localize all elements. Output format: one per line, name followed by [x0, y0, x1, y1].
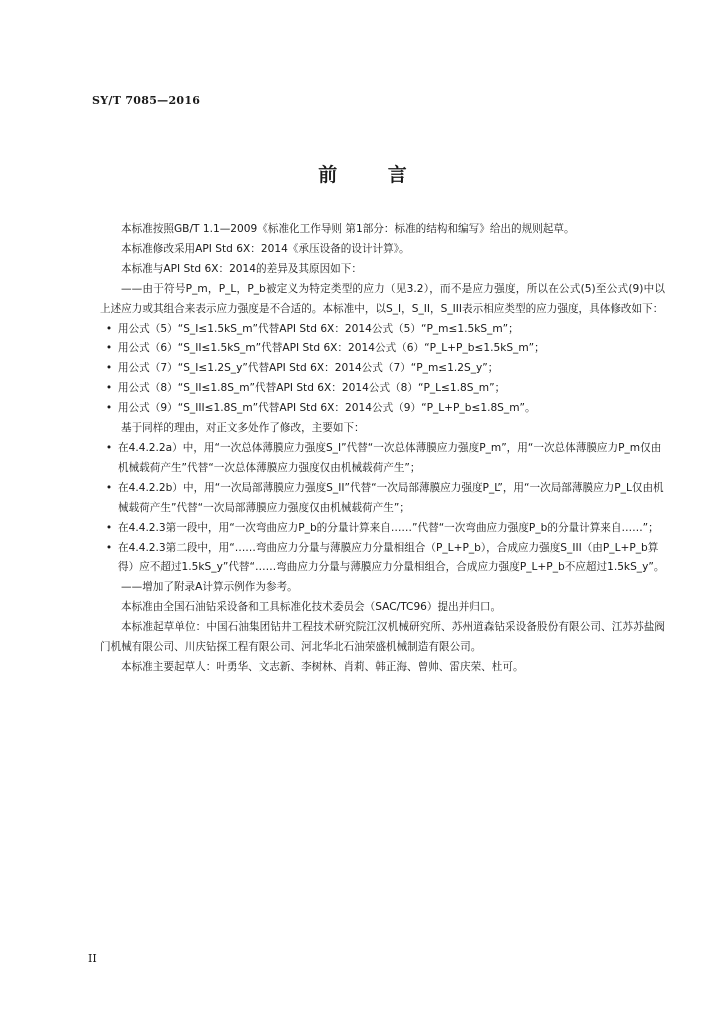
- paragraph-differences: 本标准与API Std 6X：2014的差异及其原因如下：: [121, 262, 362, 275]
- paragraph-drafting-rules: 本标准按照GB/T 1.1—2009《标准化工作导则 第1部分：标准的结构和编写》给出的规则起草。: [121, 223, 575, 235]
- page-number: II: [88, 952, 97, 965]
- list-item: • 在4.4.2.3第一段中，用“一次弯曲应力P_b的分量计算来自……”代替“一次弯曲应力强度P_b的分量计算来自……”；: [100, 519, 665, 539]
- bullet-icon: •: [105, 402, 113, 415]
- bullet-icon: •: [105, 541, 113, 554]
- paragraph-drafting-units: 本标准起草单位：中国石油集团钻井工程技术研究院江汉机械研究所、苏州道森钻采设备股份有限公司、江苏苏盐阀门机械有限公司、川庆钻探工程有限公司、河北华北石油荣盛机械制造有限公司。: [100, 621, 665, 654]
- paragraph-further-changes: 基于同样的理由，对正文多处作了修改，主要如下：: [121, 422, 365, 435]
- paragraph-symbol-reason: ——由于符号P_m，P_L，P_b被定义为特定类型的应力（见3.2），而不是应力强度，所以在公式(5)至公式(9)中以上述应力或其组合来表示应力强度是不合适的。本标准中，以S_I，S_II，S_III表示相应类型的应力强度，具体修改如下：: [100, 282, 665, 315]
- paragraph-adoption: 本标准修改采用API Std 6X：2014《承压设备的设计计算》。: [121, 242, 410, 255]
- bullet-icon: •: [105, 382, 113, 395]
- list-item: • 用公式（7）“S_I≤1.2S_y”代替API Std 6X：2014公式（7）“P_m≤1.2S_y”；: [100, 359, 665, 379]
- bullet-icon: •: [105, 521, 113, 534]
- list-item: • 在4.4.2.2b）中，用“一次局部薄膜应力强度S_II”代替“一次局部薄膜应力强度P_L”，用“一次局部薄膜应力P_L仅由机械载荷产生”代替“一次局部薄膜应力强度仅由机械载荷产生”；: [100, 479, 665, 519]
- list-item: • 用公式（8）“S_II≤1.8S_m”代替API Std 6X：2014公式（8）“P_L≤1.8S_m”；: [100, 379, 665, 399]
- paragraph-annex-added: ——增加了附录A计算示例作为参考。: [121, 581, 298, 594]
- bullet-icon: •: [105, 481, 113, 494]
- formula-list: [100, 320, 665, 420]
- list-item: • 在4.4.2.2a）中，用“一次总体薄膜应力强度S_I”代替“一次总体薄膜应力强度P_m”，用“一次总体薄膜应力P_m仅由机械载荷产生”代替“一次总体薄膜应力强度仅由机械载荷产生”；: [100, 439, 665, 479]
- bullet-icon: •: [105, 322, 113, 335]
- paragraph-proposer: 本标准由全国石油钻采设备和工具标准化技术委员会（SAC/TC96）提出并归口。: [121, 601, 502, 614]
- bullet-icon: •: [105, 441, 113, 454]
- standard-code: SY/T 7085—2016: [92, 94, 201, 107]
- bullet-icon: •: [105, 342, 113, 355]
- list-item: • 用公式（6）“S_II≤1.5kS_m”代替API Std 6X：2014公式（6）“P_L+P_b≤1.5kS_m”；: [100, 339, 665, 359]
- bullet-icon: •: [105, 362, 113, 375]
- list-item: • 用公式（9）“S_III≤1.8S_m”代替API Std 6X：2014公式（9）“P_L+P_b≤1.8S_m”。: [100, 399, 665, 419]
- foreword-body: [100, 220, 665, 678]
- page-title: 前 言: [318, 164, 429, 186]
- list-item: • 用公式（5）“S_I≤1.5kS_m”代替API Std 6X：2014公式（5）“P_m≤1.5kS_m”；: [100, 320, 665, 340]
- paragraph-drafters: 本标准主要起草人：叶勇华、文志新、李树林、肖莉、韩正海、曾帅、雷庆荣、杜可。: [121, 660, 524, 673]
- change-list: [100, 439, 665, 578]
- list-item: • 在4.4.2.3第二段中，用“……弯曲应力分量与薄膜应力分量相组合（P_L+P_b），合成应力强度S_III（由P_L+P_b算得）应不超过1.5kS_y”代替“……弯曲应力分量与薄膜应力分量相组合，合成应力强度P_L+P_b不应超过1.5kS_y”。: [100, 539, 665, 579]
